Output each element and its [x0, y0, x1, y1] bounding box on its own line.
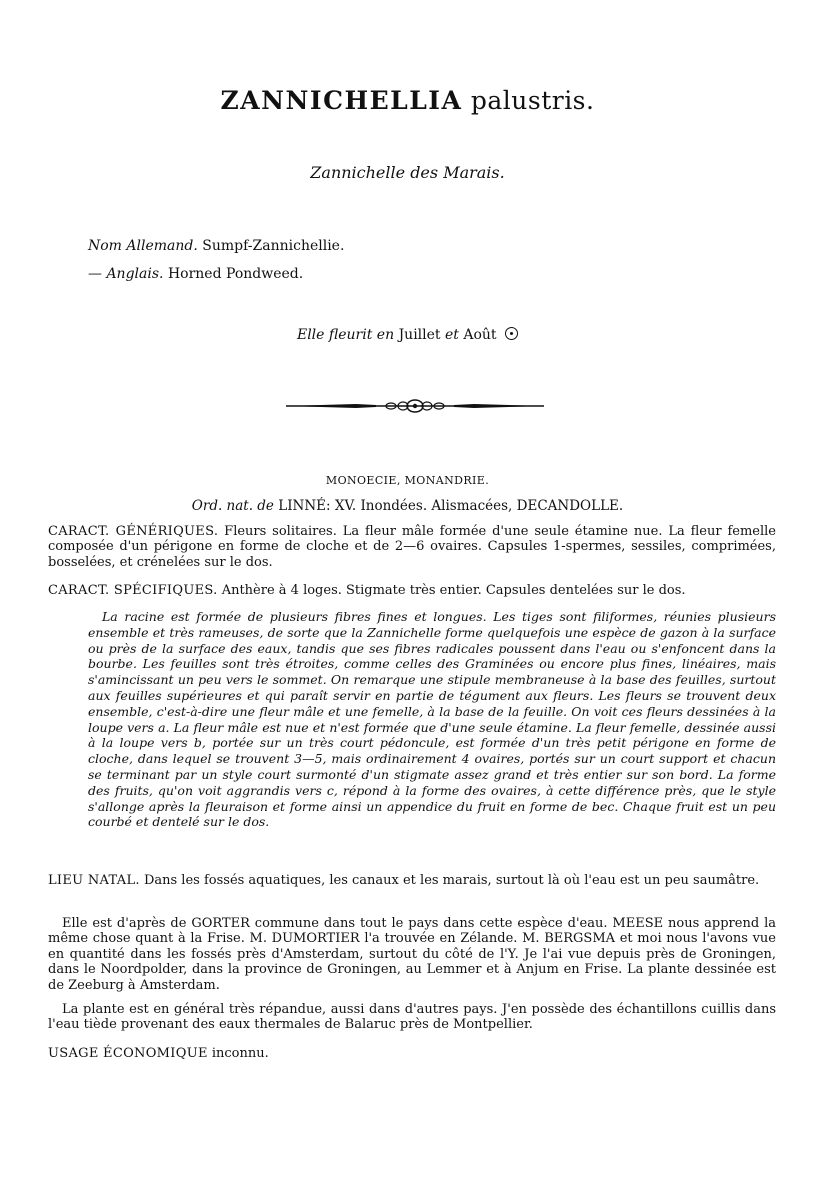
economic-use	[48, 1046, 776, 1061]
usage-label: USAGE ÉCONOMIQUE	[48, 1046, 208, 1061]
distribution-paragraph: Elle est d'après de GORTER commune dans tout le pays dans cette espèce d'eau. MEESE nous apprend la même chose quant à la Frise. M. DUMORTIER l'a trouvée en Zélande. M. BERGSMA et moi nous l'avons vue en quantité dans les fossés près d'Amsterdam, surtout du côté de l'Y. Je l'ai vue depuis près de Groningen, dans le Noordpolder, dans la province de Groningen, au Lemmer et à Anjum en Frise. La plante dessinée est de Zeeburg à Amsterdam.	[48, 916, 776, 993]
title-genus: ZANNICHELLIA	[220, 86, 463, 115]
habitat-label: LIEU NATAL.	[48, 873, 140, 888]
name-value: Horned Pondweed.	[167, 266, 304, 282]
name-row-english	[88, 260, 344, 288]
habitat	[48, 873, 776, 888]
name-value: Sumpf-Zannichellie.	[202, 238, 345, 254]
vernacular-names	[88, 232, 344, 288]
flowering-month2: Août	[463, 327, 497, 343]
flowering-en: en	[376, 327, 395, 343]
generic-label: CARACT. GÉNÉRIQUES.	[48, 524, 219, 539]
natural-order	[0, 498, 815, 514]
generic-text: Fleurs solitaires. La fleur mâle formée d'une seule étamine nue. La fleur femelle composée d'un périgone en forme de cloche et de 2—6 ovaires. Capsules 1-spermes, sessiles, comprimées, bosselées, et crénelées sur le dos.	[48, 524, 776, 570]
annual-symbol-icon	[505, 327, 518, 340]
page-title	[0, 86, 815, 115]
order-label: Ord. nat. de	[191, 498, 274, 514]
plant-description: La racine est formée de plusieurs fibres fines et longues. Les tiges sont filiformes, réunies plusieurs ensemble et très rameuses, de sorte que la Zannichelle forme quelquefois une espèce de gazon à la surface ou près de la surface des eaux, tandis que ses fibres radicales poussent dans l'eau ou s'enfoncent dans la bourbe. Les feuilles sont très étroites, comme celles des Graminées ou encore plus fines, linéaires, mais s'amincissant un peu vers le sommet. On remarque une stipule membraneuse à la base des feuilles, surtout aux feuilles supérieures et qui paraît servir en partie de tégument aux fleurs. Les fleurs se trouvent deux ensemble, c'est-à-dire une fleur mâle et une femelle, à la base de la feuille. On voit ces fleurs dessinées à la loupe vers a. La fleur mâle est nue et n'est formée que d'une seule étamine. La fleur femelle, dessinée aussi à la loupe vers b, portée sur un très court pédoncule, est formée d'un très petit périgone en forme de cloche, dans lequel se trouvent 3—5, mais ordinairement 4 ovaires, portés sur un court support et chacun se terminant par un style court surmonté d'un stigmate assez grand et très entier sur son bord. La forme des fruits, qu'on voit aggrandis vers c, répond à la forme des ovaires, à cette différence près, que le style s'allonge après la fleuraison et forme ainsi un appendice du fruit en forme de bec. Chaque fruit est un peu courbé et dentelé sur le dos.	[88, 609, 776, 830]
specific-text: Anthère à 4 loges. Stigmate très entier. Capsules dentelées sur le dos.	[221, 583, 686, 598]
specific-characters	[48, 583, 776, 598]
flowering-prefix: Elle fleurit	[296, 327, 373, 343]
order-linne: LINNÉ	[278, 498, 327, 514]
usage-text: inconnu.	[211, 1046, 269, 1061]
order-text: : XV. Inondées. Alismacées,	[326, 498, 513, 514]
name-row-german	[88, 232, 344, 260]
flowering-period	[0, 327, 815, 343]
linnaean-class: MONOECIE, MONANDRIE.	[325, 474, 490, 487]
flowering-conj: et	[445, 327, 459, 343]
flowering-month: Juillet	[398, 327, 441, 343]
decorative-rule-icon	[286, 398, 544, 414]
range-paragraph: La plante est en général très répandue, aussi dans d'autres pays. J'en possède des échantillons cuillis dans l'eau tiède provenant des eaux thermales de Balaruc près de Montpellier.	[48, 1002, 776, 1033]
name-label: Nom Allemand.	[88, 238, 198, 254]
title-species: palustris.	[470, 86, 595, 115]
generic-characters	[48, 524, 776, 570]
order-decandolle: DECANDOLLE.	[516, 498, 624, 514]
specific-label: CARACT. SPÉCIFIQUES.	[48, 583, 218, 598]
name-label: — Anglais.	[88, 266, 164, 282]
common-name-subtitle: Zannichelle des Marais.	[310, 163, 505, 182]
habitat-text: Dans les fossés aquatiques, les canaux et les marais, surtout là où l'eau est un peu saumâtre.	[143, 873, 760, 888]
